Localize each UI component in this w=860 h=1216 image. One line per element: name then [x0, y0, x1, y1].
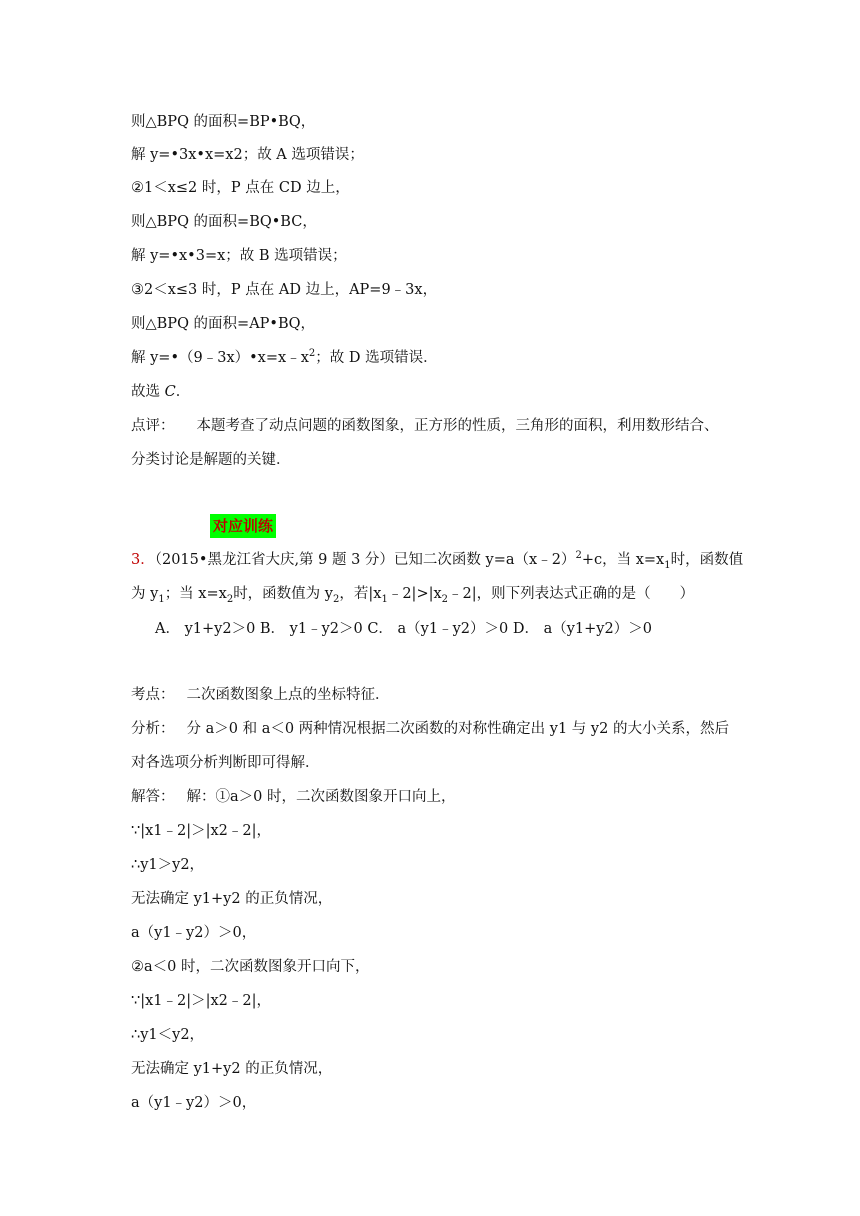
jieda-line: 解答： 解：①a＞0 时，二次函数图象开口向上，: [131, 789, 456, 805]
step-8: 无法确定 y1+y2 的正负情况，: [131, 1061, 333, 1077]
answer-options: A． y1+y2＞0 B． y1﹣y2＞0 C． a（y1﹣y2）＞0 D． a（y1+y2）＞0: [155, 621, 652, 637]
step-3: 无法确定 y1+y2 的正负情况，: [131, 891, 333, 907]
solution-line-1: 则△BPQ 的面积=BP•BQ，: [131, 114, 316, 130]
solution-line-5: 解 y=•x•3=x；故 B 选项错误；: [131, 248, 347, 264]
kaodian-label: 考点：: [131, 687, 175, 703]
solution-line-3: ②1＜x≤2 时，P 点在 CD 边上，: [131, 180, 350, 196]
comment-line-2: 分类讨论是解题的关键．: [131, 452, 291, 468]
step-7: ∴y1＜y2，: [131, 1027, 205, 1043]
solution-line-7: 则△BPQ 的面积=AP•BQ，: [131, 316, 316, 332]
solution-line-8: 解 $y=•(9﹣3x)•x=x﹣x^2$；故 D 选项错误．: [131, 348, 438, 366]
section-badge: 对应训练: [210, 514, 276, 538]
fenxi-label: 分析：: [131, 721, 175, 737]
question-number: 3．: [131, 552, 155, 568]
solution-line-6: ③2＜x≤3 时，P 点在 AD 边上，AP=9﹣3x，: [131, 282, 438, 298]
step-2: ∴y1＞y2，: [131, 857, 205, 873]
step-4: a（y1﹣y2）＞0，: [131, 925, 257, 941]
step-1: ∵|x1﹣2|＞|x2﹣2|，: [131, 823, 272, 839]
question-line-2: 为 $y_1$；当 $x=x_2$时，函数值为 $y_2$，若$|x_1﹣2|>|x_2﹣2|$，则下列表达式正确的是（ ）: [131, 586, 695, 605]
fenxi-line-2: 对各选项分析判断即可得解．: [131, 755, 320, 771]
kaodian-line: 考点： 二次函数图象上点的坐标特征．: [131, 687, 390, 703]
step-5: ②a＜0 时，二次函数图象开口向下，: [131, 959, 370, 975]
solution-line-4: 则△BPQ 的面积=BQ•BC，: [131, 214, 317, 230]
step-6: ∵|x1﹣2|＞|x2﹣2|，: [131, 993, 272, 1009]
jieda-label: 解答：: [131, 789, 175, 805]
solution-conclusion: 故选 C．: [131, 384, 191, 400]
question-line-1: 3．（2015•黑龙江省大庆,第 9 题 3 分）已知二次函数 y=a（x﹣2）$^2$+c，当 $x=x_1$时，函数值: [131, 550, 744, 571]
comment-label: 点评：: [131, 418, 175, 434]
solution-line-2: 解 y=•3x•x=x2；故 A 选项错误；: [131, 147, 364, 163]
comment-line-1: 点评： 本题考查了动点问题的函数图象，正方形的性质，三角形的面积，利用数形结合、: [131, 418, 719, 434]
fenxi-line-1: 分析： 分 a＞0 和 a＜0 两种情况根据二次函数的对称性确定出 y1 与 y2 的大小关系，然后: [131, 721, 729, 737]
step-9: a（y1﹣y2）＞0，: [131, 1095, 257, 1111]
